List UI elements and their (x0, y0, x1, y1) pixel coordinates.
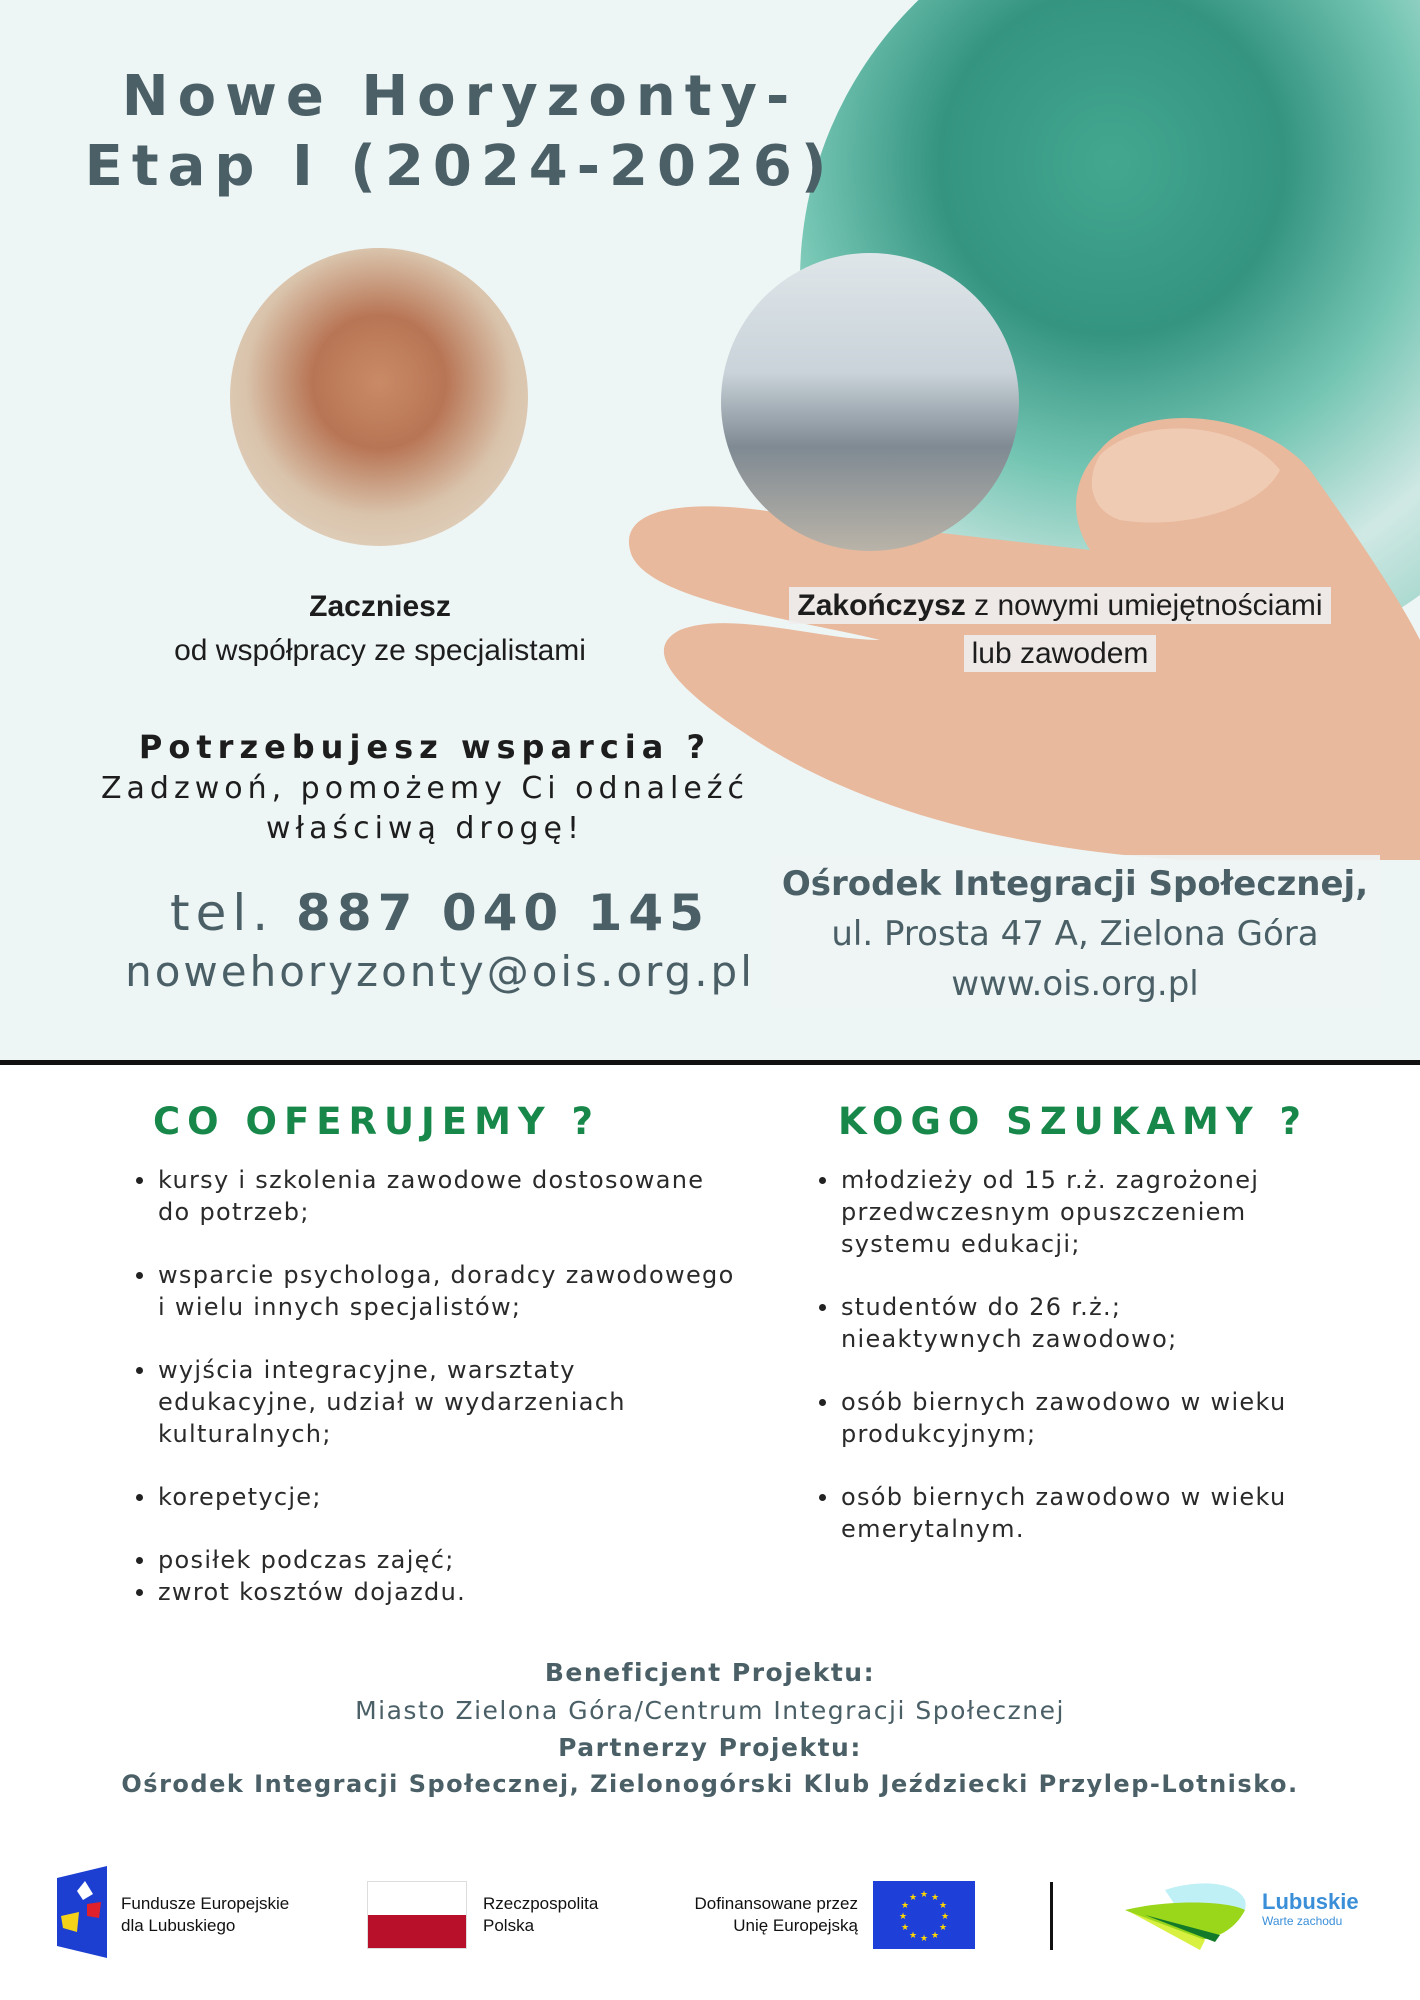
eu-logo-text (640, 1893, 858, 1937)
end-text: z nowymi umiejętnościami (965, 589, 1323, 622)
list-item: studentów do 26 r.ż.; nieaktywnych zawodowo; (841, 1291, 1201, 1355)
phone-number[interactable]: 887 040 145 (296, 884, 710, 942)
seek-list (841, 1164, 1351, 1545)
eu-line-2: Unię Europejską (733, 1916, 858, 1935)
office-address: ul. Prosta 47 A, Zielona Góra (831, 914, 1319, 954)
svg-text:★: ★ (908, 1893, 918, 1903)
lubuskie-logo-text (1262, 1890, 1359, 1928)
rp-line-2: Polska (483, 1916, 535, 1935)
hands-together-photo (230, 248, 528, 546)
list-item: kursy i szkolenia zawodowe dostosowane do potrzeb; (158, 1164, 738, 1228)
team-high-five-photo (721, 253, 1019, 551)
office-website[interactable]: www.ois.org.pl (951, 964, 1199, 1004)
office-block (770, 855, 1380, 1009)
title-line-2: Etap I (2024-2026) (84, 134, 836, 199)
fe-line-2: dla Lubuskiego (121, 1916, 236, 1935)
partners: Ośrodek Integracji Społecznej, Zielonogórski Klub Jeździecki Przylep-Lotnisko. (121, 1770, 1299, 1798)
rp-logo-text (483, 1893, 598, 1937)
email-link[interactable]: nowehoryzonty@ois.org.pl (125, 947, 755, 996)
svg-text:★: ★ (938, 1901, 948, 1911)
end-text-2: lub zawodem (964, 635, 1157, 672)
offer-heading: CO OFERUJEMY ? (153, 1100, 601, 1143)
list-item: korepetycje; (158, 1481, 738, 1513)
list-item: wsparcie psychologa, doradcy zawodowego i wielu innych specjalistów; (158, 1259, 738, 1323)
polish-flag-icon (367, 1881, 467, 1949)
list-item: posiłek podczas zajęć; (158, 1544, 738, 1576)
contact-block (60, 880, 820, 998)
list-item: zwrot kosztów dojazdu. (158, 1576, 738, 1608)
eu-line-1: Dofinansowane przez (694, 1894, 858, 1913)
fe-logo-icon (57, 1866, 107, 1958)
lubuskie-logo-icon (1125, 1880, 1247, 1952)
page-title (60, 62, 860, 202)
fe-logo-text (121, 1893, 289, 1937)
svg-text:★: ★ (919, 1890, 929, 1900)
list-item: osób biernych zawodowo w wieku produkcyjnym; (841, 1386, 1351, 1450)
lubuskie-tagline: Warte zachodu (1262, 1914, 1343, 1928)
list-item: osób biernych zawodowo w wieku emerytalnym. (841, 1481, 1351, 1545)
svg-text:★: ★ (919, 1934, 929, 1944)
seek-heading: KOGO SZUKAMY ? (838, 1100, 1308, 1143)
list-item: wyjścia integracyjne, warsztaty edukacyjne, udział w wydarzeniach kulturalnych; (158, 1354, 678, 1450)
fe-line-1: Fundusze Europejskie (121, 1894, 290, 1913)
start-heading: Zaczniesz (309, 590, 451, 623)
support-line-2: właściwą drogę! (266, 811, 584, 846)
beneficiary-label: Beneficjent Projektu: (544, 1658, 876, 1687)
support-block (30, 725, 820, 849)
support-heading: Potrzebujesz wsparcia ? (138, 728, 712, 766)
list-item: młodzieży od 15 r.ż. zagrożonej przedwczesnym opuszczeniem systemu edukacji; (841, 1164, 1301, 1260)
beneficiary: Miasto Zielona Góra/Centrum Integracji Społecznej (355, 1696, 1065, 1725)
tel-prefix: tel. (170, 884, 297, 942)
svg-text:★: ★ (930, 1931, 940, 1941)
end-block (740, 582, 1380, 678)
svg-text:★: ★ (940, 1912, 950, 1922)
start-text: od współpracy ze specjalistami (174, 634, 586, 667)
svg-text:★: ★ (900, 1923, 910, 1933)
rp-line-1: Rzeczpospolita (483, 1894, 599, 1913)
office-name: Ośrodek Integracji Społecznej, (781, 864, 1369, 904)
partners-label: Partnerzy Projektu: (558, 1733, 862, 1762)
divider (0, 1060, 1420, 1065)
svg-text:★: ★ (900, 1901, 910, 1911)
lubuskie-name: Lubuskie (1262, 1889, 1359, 1914)
eu-flag-icon (873, 1881, 975, 1949)
title-line-1: Nowe Horyzonty- (121, 64, 799, 129)
svg-text:★: ★ (908, 1931, 918, 1941)
support-line-1: Zadzwoń, pomożemy Ci odnaleźć (100, 771, 750, 806)
svg-text:★: ★ (930, 1893, 940, 1903)
end-heading: Zakończysz (797, 589, 966, 622)
svg-text:★: ★ (938, 1923, 948, 1933)
offer-list (158, 1164, 738, 1608)
svg-text:★: ★ (898, 1912, 908, 1922)
start-block (120, 585, 640, 673)
logo-separator (1050, 1882, 1053, 1950)
